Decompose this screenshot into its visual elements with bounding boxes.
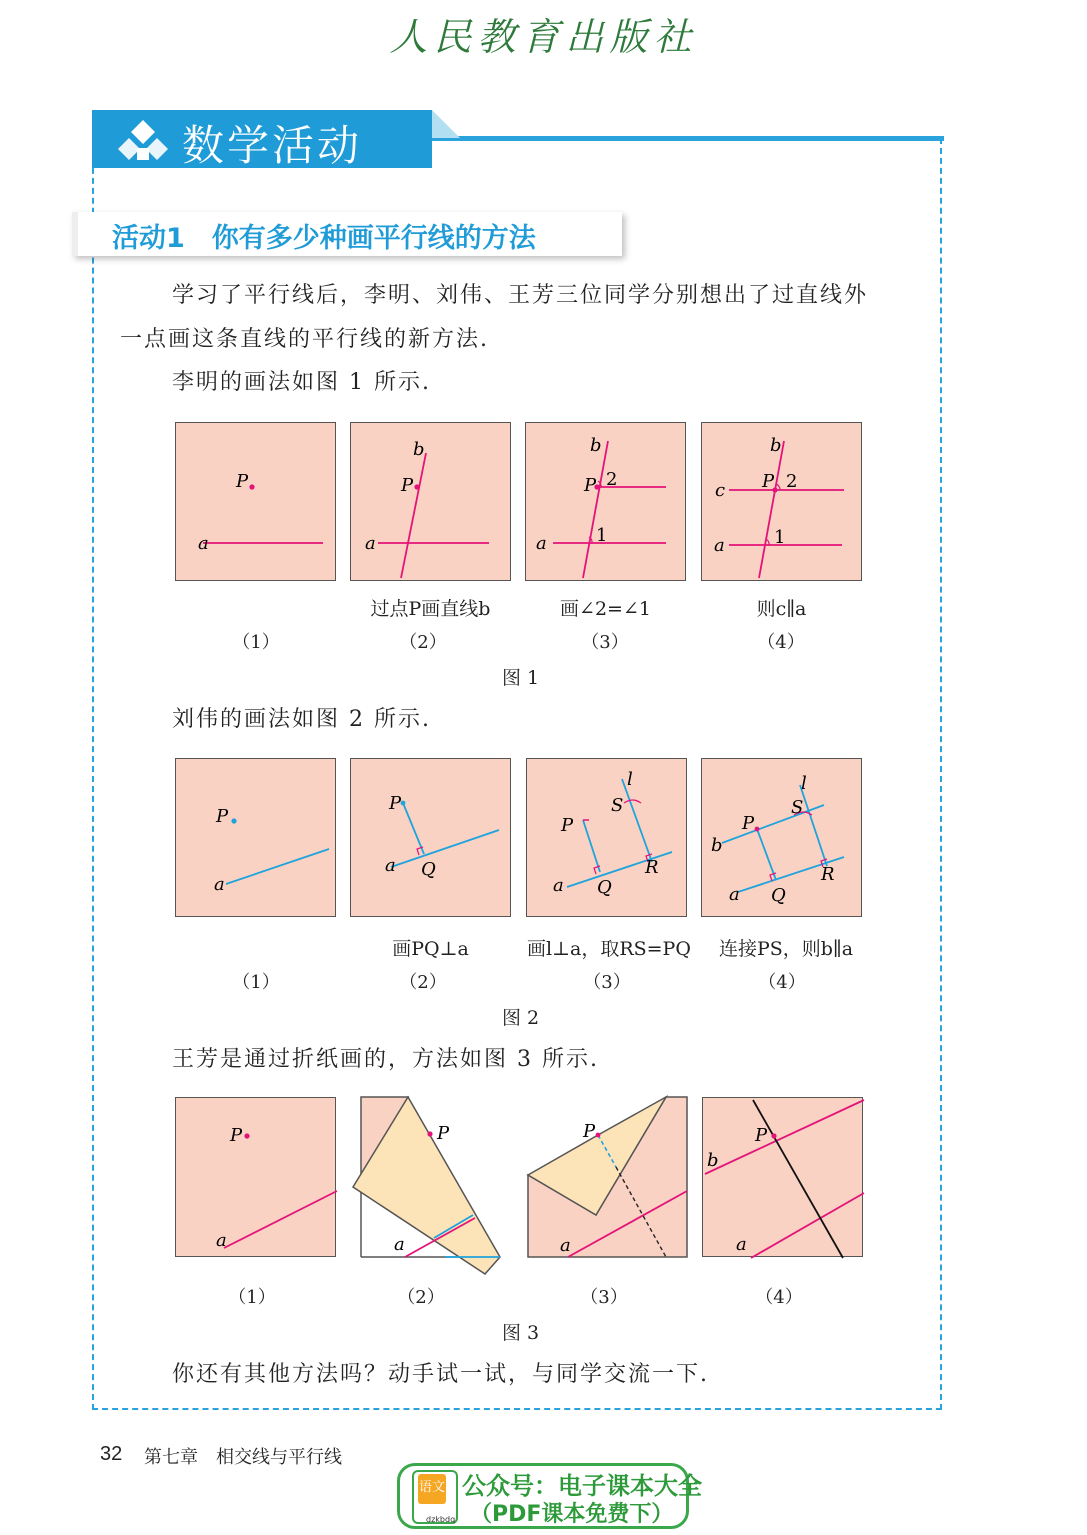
fig2-panel-4 [701,758,862,917]
fig1-panel-1 [175,422,336,581]
fig1-caption-4: 则c∥a [756,598,807,620]
publisher-logo: 人民教育出版社 [389,15,698,59]
activity-title: 活动1 你有多少种画平行线的方法 [112,223,536,254]
line-b-label: b [413,439,425,460]
line-b-label: b [590,435,602,456]
point-r-label: R [645,857,659,878]
point-r-label: R [821,864,835,885]
intro-line-1: 学习了平行线后，李明、刘伟、王芳三位同学分别想出了过直线外 [172,283,869,308]
point-p-label: P [755,1125,768,1146]
intro-line-2: 一点画这条直线的平行线的新方法. [120,327,489,352]
line-a-label: a [553,875,564,896]
fig3-number-1: （1） [228,1287,276,1308]
point-q-label: Q [771,885,786,906]
fig3-number-2: （2） [397,1287,445,1308]
point-p-label: P [437,1123,450,1144]
line-a-label: a [365,533,376,554]
fig1-number-2: （2） [399,632,447,653]
fig1-number-1: （1） [232,632,280,653]
point-p-label: P [583,1121,596,1142]
fig2-number-2: （2） [399,972,447,993]
angle-1-label: 1 [596,525,608,546]
fig2-caption-4: 连接PS，则b∥a [718,938,854,960]
point-q-label: Q [421,859,436,880]
line-a-label: a [729,884,740,905]
line-a-label: a [216,1230,227,1251]
fig3-label: 图 3 [502,1322,540,1344]
fig2-caption-2: 画PQ⊥a [392,938,469,960]
closing-question: 你还有其他方法吗？动手试一试，与同学交流一下. [172,1362,709,1387]
line-b-label: b [770,435,782,456]
fig2-number-3: （3） [583,972,631,993]
fig2-number-1: （1） [232,972,280,993]
line-a-label: a [394,1234,405,1255]
fig1-panel-4 [701,422,862,581]
fig1-number-3: （3） [581,632,629,653]
liming-intro: 李明的画法如图 1 所示. [172,370,431,395]
book-icon-text: 语文 [419,1480,446,1495]
point-p-label: P [742,813,755,834]
diamond-icon [120,118,166,164]
angle-2-label: 2 [606,469,618,490]
point-s-label: S [611,795,624,816]
line-a-label: a [536,533,547,554]
line-b-label: b [707,1150,719,1171]
wangfang-intro: 王芳是通过折纸画的，方法如图 3 所示. [172,1047,599,1072]
fig1-panel-2 [350,422,511,581]
header-rule [430,136,944,141]
point-p-label: P [389,793,402,814]
point-p-label: P [584,475,597,496]
fig1-caption-3: 画∠2=∠1 [560,598,651,620]
line-a-label: a [214,874,225,895]
fig3-panel-2 [350,1095,510,1277]
line-a-label: a [198,533,209,554]
fig1-panel-3 [525,422,686,581]
point-q-label: Q [597,877,612,898]
fig2-panel-1 [175,758,336,917]
fig1-caption-2: 过点P画直线b [370,598,491,620]
section-tab-corner [432,110,460,138]
point-p-label: P [561,815,574,836]
fig3-panel-4 [702,1097,863,1257]
section-title: 数学活动 [182,121,363,170]
fig2-panel-3 [526,758,687,917]
line-l-label: l [627,769,633,790]
fig3-number-3: （3） [580,1287,628,1308]
line-a-label: a [736,1234,747,1255]
chapter-title: 第七章 相交线与平行线 [144,1447,342,1468]
line-a-label: a [385,855,396,876]
angle-1-label: 1 [774,527,786,548]
fig2-number-4: （4） [758,972,806,993]
badge-small-text: dzkbdq [426,1515,456,1524]
liuwei-intro: 刘伟的画法如图 2 所示. [172,707,431,732]
line-a-label: a [714,535,725,556]
fig3-number-4: （4） [755,1287,803,1308]
fig2-panel-2 [350,758,511,917]
fig2-label: 图 2 [502,1007,540,1029]
point-s-label: S [791,797,804,818]
point-p-label: P [762,471,775,492]
fig2-caption-3: 画l⊥a，取RS=PQ [527,938,691,960]
badge-line-2: （PDF课本免费下） [470,1502,674,1527]
line-b-label: b [711,835,723,856]
point-p-label: P [216,806,229,827]
fig1-number-4: （4） [757,632,805,653]
fig1-label: 图 1 [502,667,540,689]
badge-line-1: 公众号：电子课本大全 [462,1472,702,1500]
point-p-label: P [230,1125,243,1146]
line-a-label: a [560,1235,571,1256]
angle-2-label: 2 [786,471,798,492]
page-number: 32 [100,1443,123,1465]
fig3-panel-1 [175,1097,336,1257]
point-p-label: P [401,475,414,496]
line-c-label: c [715,480,726,501]
fig3-panel-3 [526,1095,691,1260]
line-l-label: l [801,773,807,794]
point-p-label: P [236,471,249,492]
